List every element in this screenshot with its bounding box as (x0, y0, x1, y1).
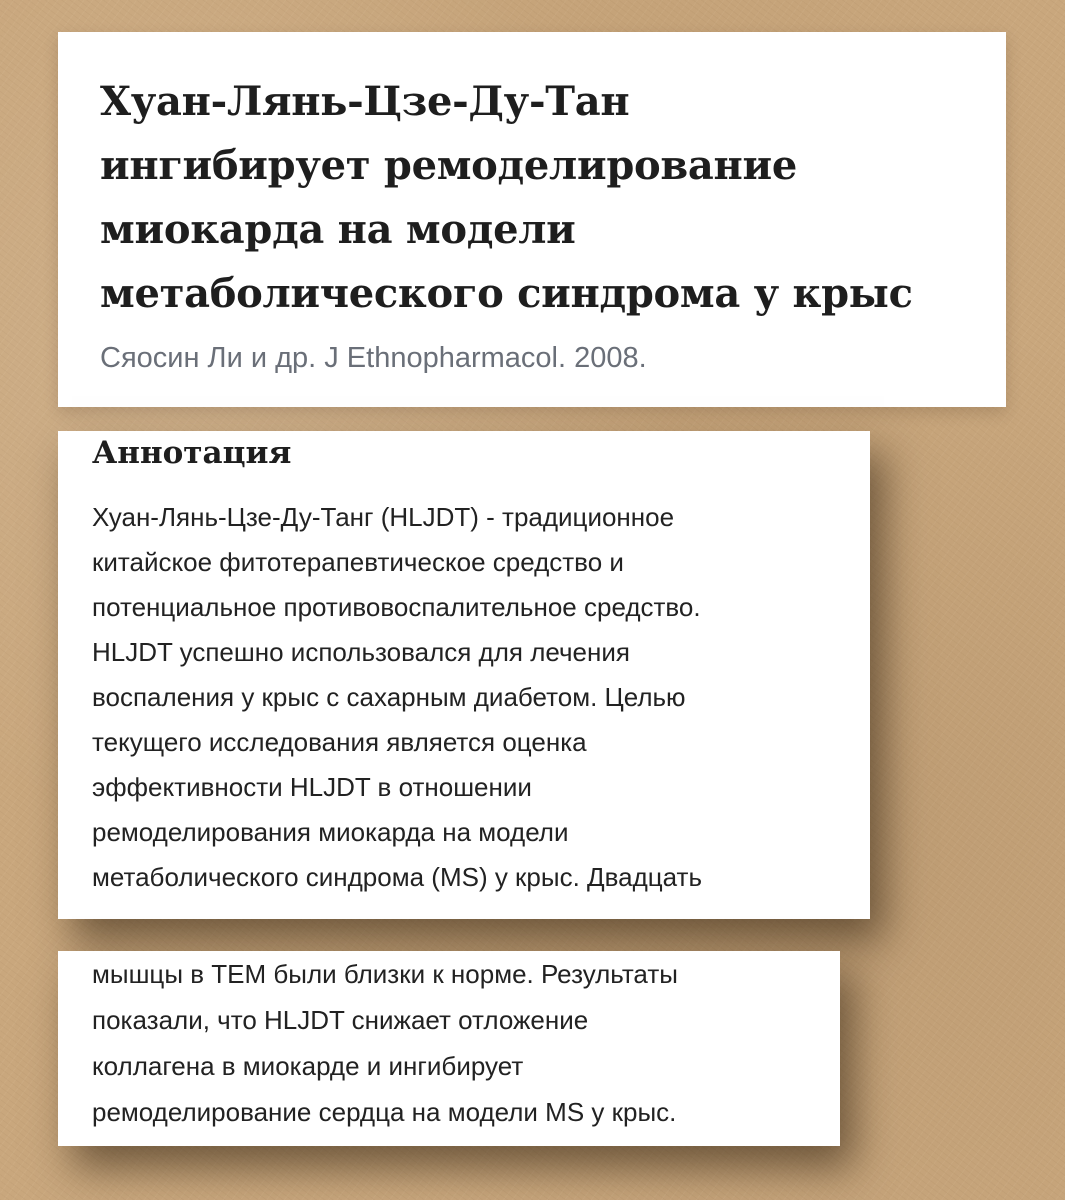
abstract-line: ремоделирование сердца на модели MS у крыс. (92, 1097, 677, 1127)
abstract-line: мышцы в ТЕМ были близки к норме. Результаты (92, 959, 678, 989)
abstract-body (92, 495, 840, 900)
abstract-heading: Аннотация (92, 435, 292, 471)
article-title-line: Хуан-Лянь-Цзе-Ду-Тан (100, 78, 630, 125)
abstract-line: Хуан-Лянь-Цзе-Ду-Танг (HLJDT) - традиционное (92, 502, 675, 532)
abstract-continuation-card (58, 951, 840, 1146)
abstract-card (58, 431, 870, 919)
abstract-line: воспаления у крыс с сахарным диабетом. Целью (92, 682, 686, 712)
abstract-line: эффективности HLJDT в отношении (92, 772, 532, 802)
abstract-line: HLJDT успешно использовался для лечения (92, 637, 630, 667)
abstract-line: коллагена в миокарде и ингибирует (92, 1051, 524, 1081)
abstract-line: ремоделирования миокарда на модели (92, 817, 569, 847)
citation: Сяосин Ли и др. J Ethnopharmacol. 2008. (100, 342, 647, 374)
article-title-line: метаболического синдрома у крыс (100, 270, 913, 317)
abstract-line: потенциальное противовоспалительное средство. (92, 592, 701, 622)
article-title (100, 70, 966, 326)
abstract-line: текущего исследования является оценка (92, 727, 587, 757)
title-card (58, 32, 1006, 407)
article-title-line: ингибирует ремоделирование (100, 142, 797, 189)
abstract-line: китайское фитотерапевтическое средство и (92, 547, 624, 577)
article-title-line: миокарда на модели (100, 206, 576, 253)
abstract-line: показали, что HLJDT снижает отложение (92, 1005, 589, 1035)
abstract-line: метаболического синдрома (MS) у крыс. Двадцать (92, 862, 703, 892)
